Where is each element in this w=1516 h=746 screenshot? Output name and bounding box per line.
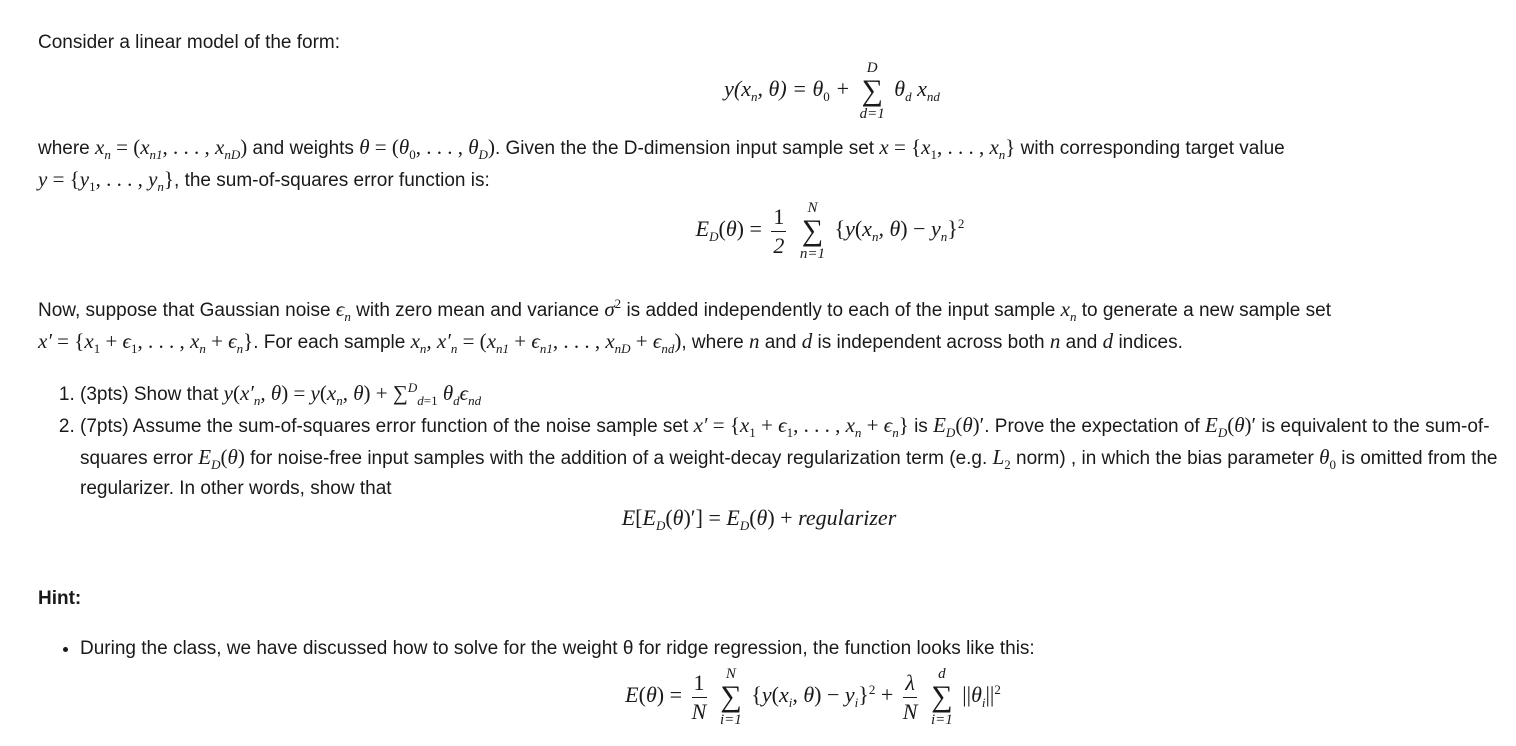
sse-sum: N ∑ n=1: [799, 200, 826, 262]
where-paragraph: where $x_n = (x_{n1}$, . . . , $x_{nD}$) and weights $\theta = (\theta_0$, . . . , $\theta_D$). Given the the D-dimension input sample set $x = \{x_1$, . . . , $x_n$} with corresponding target value $y = \{y_1$, . . . , $y_n$}, the sum-of-squares error function is:: [38, 135, 1285, 194]
hint-item: • During the class, we have discussed how to solve for the weight θ for ridge regression, the function looks like this:: [80, 634, 1498, 664]
questions-list: [38, 378, 1498, 532]
model-sum-bottom: d=1: [859, 106, 885, 122]
model-equation: $y(x_n$, $\theta) = \theta_0$ + D ∑ d=1 $\theta_d$ $x_{nd}$: [724, 60, 940, 122]
expectation-equation: $E[E_D(\theta)'] = E_D(\theta)$ + regularizer: [621, 505, 897, 533]
hint-list: [38, 634, 1498, 664]
model-plus: +: [835, 76, 851, 102]
model-rhs: ) = θ: [779, 76, 824, 102]
document-page: [38, 28, 1498, 746]
sse-equation: $E_D(\theta)$ = $\frac{1}{2}$ N ∑ n=1 {$y(x_n$, $\theta) - y_n\}^2$: [695, 200, 965, 262]
noise-paragraph: Now, suppose that Gaussian noise $\epsilon_n$ with zero mean and variance $\sigma^2$ is added independently to each of the input sample $x_n$ to generate a new sample set $x' = \{x_1 + \epsilon_1$, . . . , $x_n + \epsilon_n$}. For each sample $x_n$, $x'_n = (x_{n1} + \epsilon_{n1}$, . . . , $x_{nD} + \epsilon_{nd}$), where n and d is independent across both n and d indices.: [38, 296, 1331, 356]
model-sum-top: D: [866, 60, 878, 76]
model-lhs: y(x: [724, 76, 751, 102]
regularizer-word: regularizer: [798, 505, 897, 530]
intro-text: Consider a linear model of the form:: [38, 32, 341, 53]
ridge-equation: E(θ) = $\frac{1}{N}$ N ∑ i=1 {$y(x_i$, $\theta) - y_i\}^2$ + $\frac{\lambda}{N}$ d ∑ i=1 $||\theta_i||^2$: [625, 666, 1001, 728]
hint-title: Hint:: [38, 588, 82, 609]
question-1: 1. (3pts) Show that $y(x'_n$, $\theta) = y(x_n$, θ) + ∑$^D_{d=1}$ $\theta_d\epsilon_{nd}$: [80, 378, 1498, 410]
question-2: 2. (7pts) Assume the sum-of-squares error function of the noise sample set $x' = \{x_1 + \epsilon_1$, . . . , $x_n + \epsilon_n$} is $E_D(\theta)'$. Prove the expectation of $E_D(\theta)'$ is equivalent to the sum-of-squares error $E_D(\theta)$ for noise-free input samples with the addition of a weight-decay regularization term (e.g. $L_2$ norm) , in which the bias parameter $\theta_0$ is omitted from the regularizer. In other words, show that $E[E_D(\theta)'] = E_D(\theta)$ + regularizer: [80, 410, 1498, 532]
sse-fraction: $\frac{1}{2}$: [773, 203, 785, 258]
model-sum: D ∑ d=1: [859, 60, 885, 122]
